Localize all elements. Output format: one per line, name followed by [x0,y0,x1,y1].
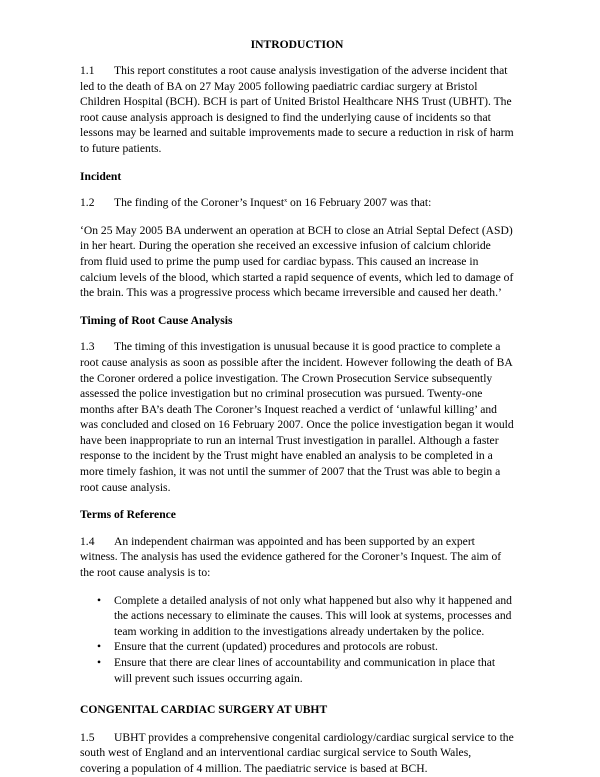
coroner-quote: ‘On 25 May 2005 BA underwent an operation at BCH to close an Atrial Septal Defect (ASD) in her heart. During the operation she received an excessive infusion of calcium chloride from fluid used to prime the pump used for cardiac bypass. This caused an increase in calcium levels of the blood, which started a rapid sequence of events, which led to damage of the brain. This was a progressive process which became irreversible and caused her death.’ [80,223,514,300]
list-item-text: Complete a detailed analysis of not only what happened but also why it happened and the actions necessary to eliminate the causes. This will look at systems, processes and team working in addition to the investigations already undertaken by the police. [114,593,512,638]
bullet-icon: • [97,593,102,607]
paragraph-text-continued: on 16 February 2007 was that: [287,196,432,210]
section-heading-timing: Timing of Root Cause Analysis [80,313,233,327]
list-item [80,593,514,640]
list-item-text: Ensure that the current (updated) procedures and protocols are robust. [114,640,438,654]
paragraph-number: 1.1 [80,64,95,77]
section-heading-incident: Incident [80,169,122,183]
list-item [80,655,514,686]
page-title: INTRODUCTION [250,38,344,51]
paragraph-1-5 [80,730,514,777]
list-item [80,639,514,655]
paragraph-number: 1.3 [80,340,95,354]
paragraph-text: The finding of the Coroner’s Inquest [114,196,285,210]
section-heading-terms: Terms of Reference [80,508,176,522]
paragraph-text: This report constitutes a root cause analysis investigation of the adverse incident that led to the death of BA on 27 May 2005 following paediatric cardiac surgery at Bristol Children Hospital (BCH). BCH is part of United Bristol Healthcare NHS Trust (UBHT). The root cause analysis approach is designed to find the underlying cause of incidents so that lessons may be learned and suitable improvements made to secure a reduction in risk of harm to future patients. [80,64,514,155]
aims-list [80,593,514,687]
bullet-icon: • [97,640,102,654]
paragraph-text: The timing of this investigation is unusual because it is good practice to complete a root cause analysis as soon as possible after the incident. However following the death of BA the Coroner ordered a police investigation. The Crown Prosecution Service subsequently assessed the police investigation but no criminal prosecution was pursued. Twenty-one months after BA’s death The Coroner’s Inquest reached a verdict of ‘unlawful killing’ and was concluded and closed on 16 February 2007. Once the police investigation began it would have been inappropriate to run an internal Trust investigation in parallel. Although a faster response to the incident by the Trust might have enabled an analysis to be completed in a more timely fashion, it was not until the summer of 2007 that the Trust was able to begin a root cause analysis. [80,340,514,494]
bullet-icon: • [97,656,102,669]
paragraph-1-2 [80,195,514,211]
footnote-marker: x [284,198,288,205]
paragraph-text: An independent chairman was appointed and has been supported by an expert witness. The analysis has used the evidence gathered for the Coroner’s Inquest. The aim of the root cause analysis is to: [80,534,502,580]
paragraph-number: 1.2 [80,196,95,210]
paragraph-1-1 [80,63,514,157]
list-item-text: Ensure that there are clear lines of accountability and communication in place that will prevent such issues occurring again. [114,656,496,685]
paragraph-number: 1.5 [80,730,95,744]
paragraph-1-3 [80,339,514,495]
paragraph-text: UBHT provides a comprehensive congenital cardiology/cardiac surgical service to the south west of England and an interventional cardiac surgical service to South Wales, covering a population of 4 million. The paediatric service is based at BCH. [80,730,514,775]
paragraph-1-4 [80,534,514,581]
section-heading-congenital: CONGENITAL CARDIAC SURGERY AT UBHT [80,703,328,717]
paragraph-number: 1.4 [80,534,95,548]
